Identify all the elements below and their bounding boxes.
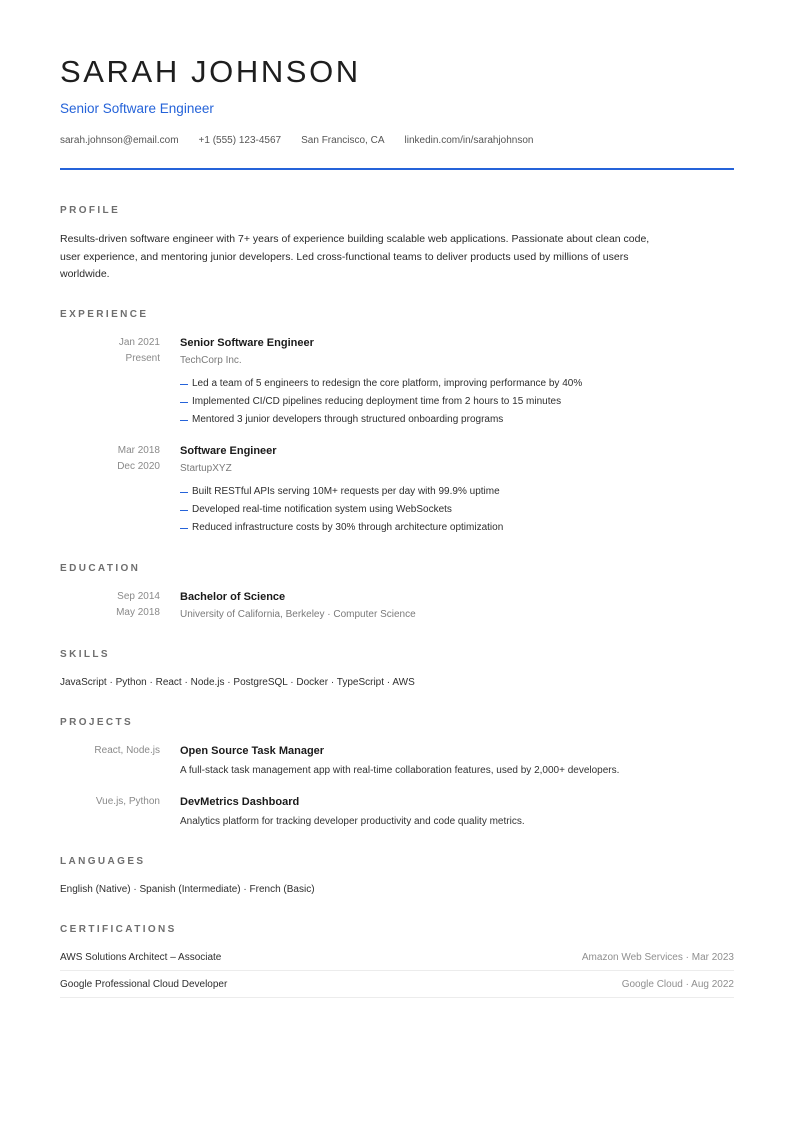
experience-role: Software Engineer <box>180 445 277 457</box>
bullet-text: Implemented CI/CD pipelines reducing deployment time from 2 hours to 15 minutes <box>192 396 562 407</box>
certification-name: Google Professional Cloud Developer <box>60 978 228 990</box>
contact-bar <box>60 134 533 147</box>
profile-summary: Results-driven software engineer with 7+ years of experience building scalable web applications. Passionate about clean code, user experience, and mentoring junior developers. Led cross-functional teams to deliver products used by millions of users worldwide. <box>60 233 650 280</box>
dash-icon <box>180 384 188 386</box>
project-name: Open Source Task Manager <box>180 745 325 757</box>
project-details <box>180 743 734 779</box>
certification-issuer-date: Google Cloud · Aug 2022 <box>621 978 734 990</box>
contact-email[interactable]: sarah.johnson@email.com <box>60 135 179 146</box>
languages-list: English (Native) · Spanish (Intermediate) · French (Basic) <box>60 884 315 895</box>
certification-issuer-date: Amazon Web Services · Mar 2023 <box>581 951 734 963</box>
contact-linkedin[interactable]: linkedin.com/in/sarahjohnson <box>404 135 534 146</box>
experience-start-date: Mar 2018 <box>117 445 160 456</box>
experience-details <box>180 335 734 429</box>
dash-icon <box>180 402 188 404</box>
dash-icon <box>180 510 188 512</box>
bullet-text: Developed real-time notification system using WebSockets <box>192 504 452 515</box>
contact-phone[interactable]: +1 (555) 123-4567 <box>198 135 282 146</box>
bullet-item <box>180 375 734 393</box>
experience-dates <box>60 335 160 367</box>
bullet-text: Reduced infrastructure costs by 30% through architecture optimization <box>192 522 504 533</box>
experience-end-date: Present <box>125 353 160 364</box>
project-details <box>180 794 734 830</box>
dash-icon <box>180 492 188 494</box>
section-title-skills: SKILLS <box>60 649 110 660</box>
section-title-languages: LANGUAGES <box>60 856 146 867</box>
education-end-date: May 2018 <box>116 607 160 618</box>
experience-dates <box>60 443 160 475</box>
experience-bullets <box>180 483 734 537</box>
section-title-certifications: CERTIFICATIONS <box>60 924 177 935</box>
bullet-item <box>180 519 734 537</box>
section-title-profile: PROFILE <box>60 205 121 216</box>
project-description: A full-stack task management app with real-time collaboration features, used by 2,000+ developers. <box>180 765 620 776</box>
education-start-date: Sep 2014 <box>117 591 160 602</box>
experience-bullets <box>180 375 734 429</box>
project-tech: Vue.js, Python <box>95 796 160 807</box>
experience-start-date: Jan 2021 <box>118 337 160 348</box>
bullet-text: Built RESTful APIs serving 10M+ requests per day with 99.9% uptime <box>192 486 500 497</box>
experience-company: TechCorp Inc. <box>180 355 242 366</box>
skills-list: JavaScript · Python · React · Node.js · PostgreSQL · Docker · TypeScript · AWS <box>60 677 415 688</box>
experience-details <box>180 443 734 537</box>
education-details <box>180 589 734 623</box>
bullet-item <box>180 411 734 429</box>
experience-company: StartupXYZ <box>180 463 232 474</box>
section-title-projects: PROJECTS <box>60 717 134 728</box>
bullet-text: Mentored 3 junior developers through structured onboarding programs <box>192 414 504 425</box>
project-tech: React, Node.js <box>94 745 160 756</box>
experience-end-date: Dec 2020 <box>117 461 160 472</box>
education-dates <box>60 589 160 621</box>
bullet-item <box>180 393 734 411</box>
section-title-education: EDUCATION <box>60 563 141 574</box>
contact-location: San Francisco, CA <box>301 135 385 146</box>
candidate-title: Senior Software Engineer <box>60 101 214 116</box>
header-divider <box>60 168 734 170</box>
bullet-item <box>180 501 734 519</box>
dash-icon <box>180 528 188 530</box>
certification-name: AWS Solutions Architect – Associate <box>60 951 222 963</box>
education-degree: Bachelor of Science <box>180 591 286 603</box>
project-name: DevMetrics Dashboard <box>180 796 300 808</box>
project-description: Analytics platform for tracking developer productivity and code quality metrics. <box>180 816 525 827</box>
certification-row <box>60 971 734 998</box>
certification-row <box>60 944 734 971</box>
bullet-item <box>180 483 734 501</box>
dash-icon <box>180 420 188 422</box>
bullet-text: Led a team of 5 engineers to redesign the core platform, improving performance by 40% <box>192 378 583 389</box>
section-title-experience: EXPERIENCE <box>60 309 149 320</box>
candidate-name: SARAH JOHNSON <box>60 54 361 89</box>
education-school: University of California, Berkeley · Computer Science <box>180 609 416 620</box>
experience-role: Senior Software Engineer <box>180 337 314 349</box>
